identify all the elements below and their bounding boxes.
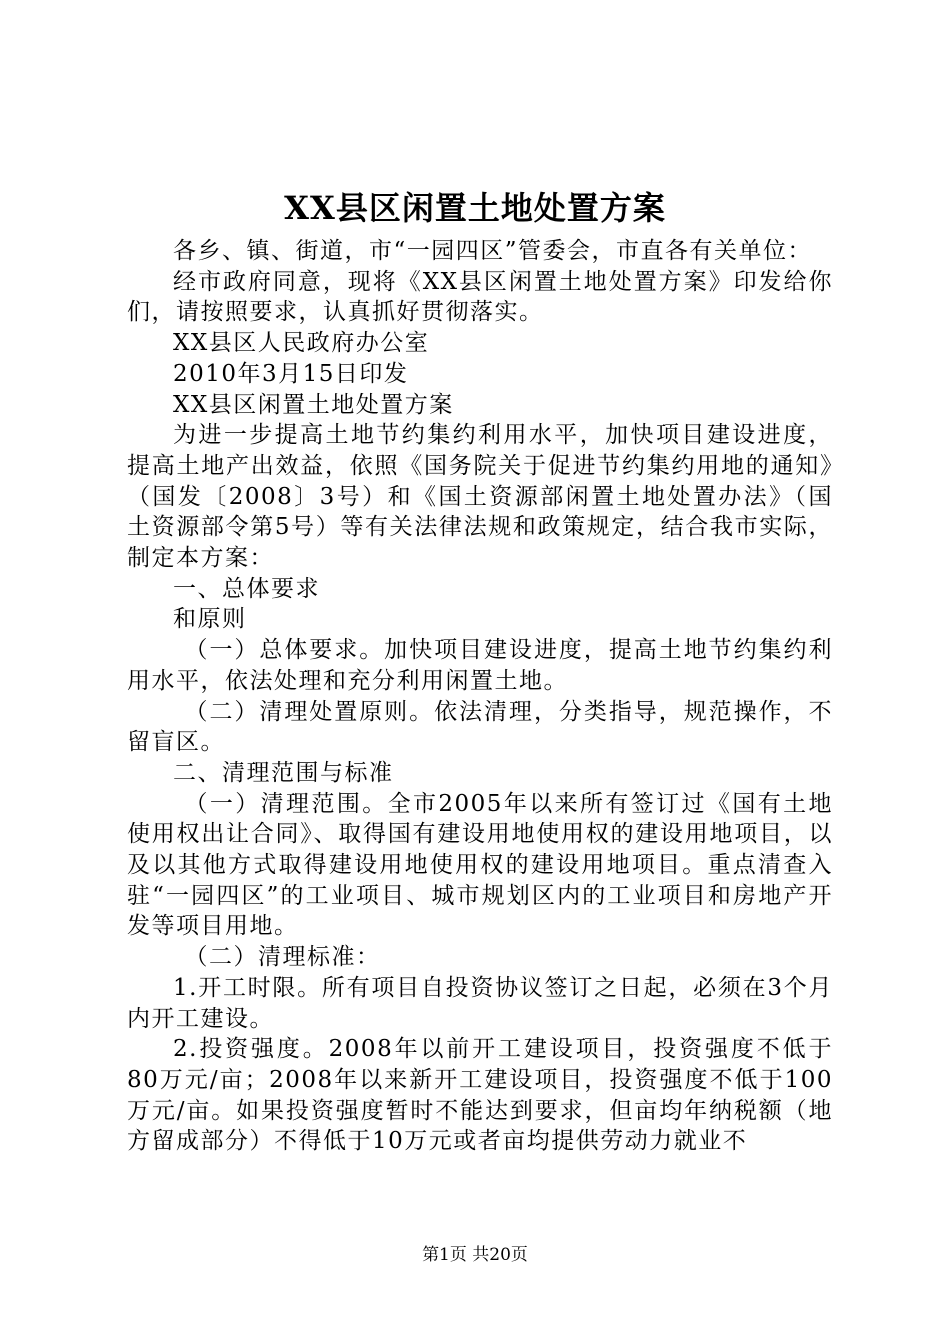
paragraph-plan-title: XX县区闲置土地处置方案 [173,391,454,418]
paragraph-scope: （一）清理范围。全市2005年以来所有签订过《国有土地使用权出让合同》、取得国有建设用地使用权的建设用地项目，以及以其他方式取得建设用地使用权的建设用地项目。重点清查入驻“一园四区”的工业项目、城市规划区内的工业项目和房地产开发等项目用地。 [127,790,833,940]
section-heading-1: 一、总体要求 [173,575,320,602]
paragraph-overall-requirement: （一）总体要求。加快项目建设进度，提高土地节约集约利用水平，依法处理和充分利用闲置土地。 [127,637,833,694]
paragraph-addressee: 各乡、镇、街道，市“一园四区”管委会，市直各有关单位： [173,238,813,264]
paragraph-standard-heading: （二）清理标准： [184,944,381,971]
paragraph-notice: 经市政府同意，现将《XX县区闲置土地处置方案》印发给你们，请按照要求，认真抓好贯彻落实。 [127,268,833,326]
paragraph-investment-intensity: 2.投资强度。2008年以前开工建设项目，投资强度不低于80万元/亩；2008年以来新开工建设项目，投资强度不低于100万元/亩。如果投资强度暂时不能达到要求，但亩均年纳税额（地方留成部分）不得低于10万元或者亩均提供劳动力就业不 [127,1036,833,1155]
paragraph-preamble: 为进一步提高土地节约集约利用水平，加快项目建设进度，提高土地产出效益，依照《国务院关于促进节约集约用地的通知》（国发〔2008〕3号）和《国土资源部闲置土地处置办法》（国土资源部令第5号）等有关法律法规和政策规定，结合我市实际，制定本方案： [127,422,833,572]
paragraph-start-deadline: 1.开工时限。所有项目自投资协议签订之日起，必须在3个月内开工建设。 [127,974,833,1032]
document-body [127,236,833,1157]
section-heading-1-cont: 和原则 [173,606,247,633]
paragraph-principle: （二）清理处置原则。依法清理，分类指导，规范操作，不留盲区。 [127,698,833,756]
document-title: XX县区闲置土地处置方案 [284,189,666,227]
paragraph-issue-date: 2010年3月15日印发 [173,360,409,387]
page-footer: 第1页 共20页 [422,1245,528,1265]
paragraph-issuer: XX县区人民政府办公室 [173,330,430,357]
section-heading-2: 二、清理范围与标准 [173,759,394,786]
